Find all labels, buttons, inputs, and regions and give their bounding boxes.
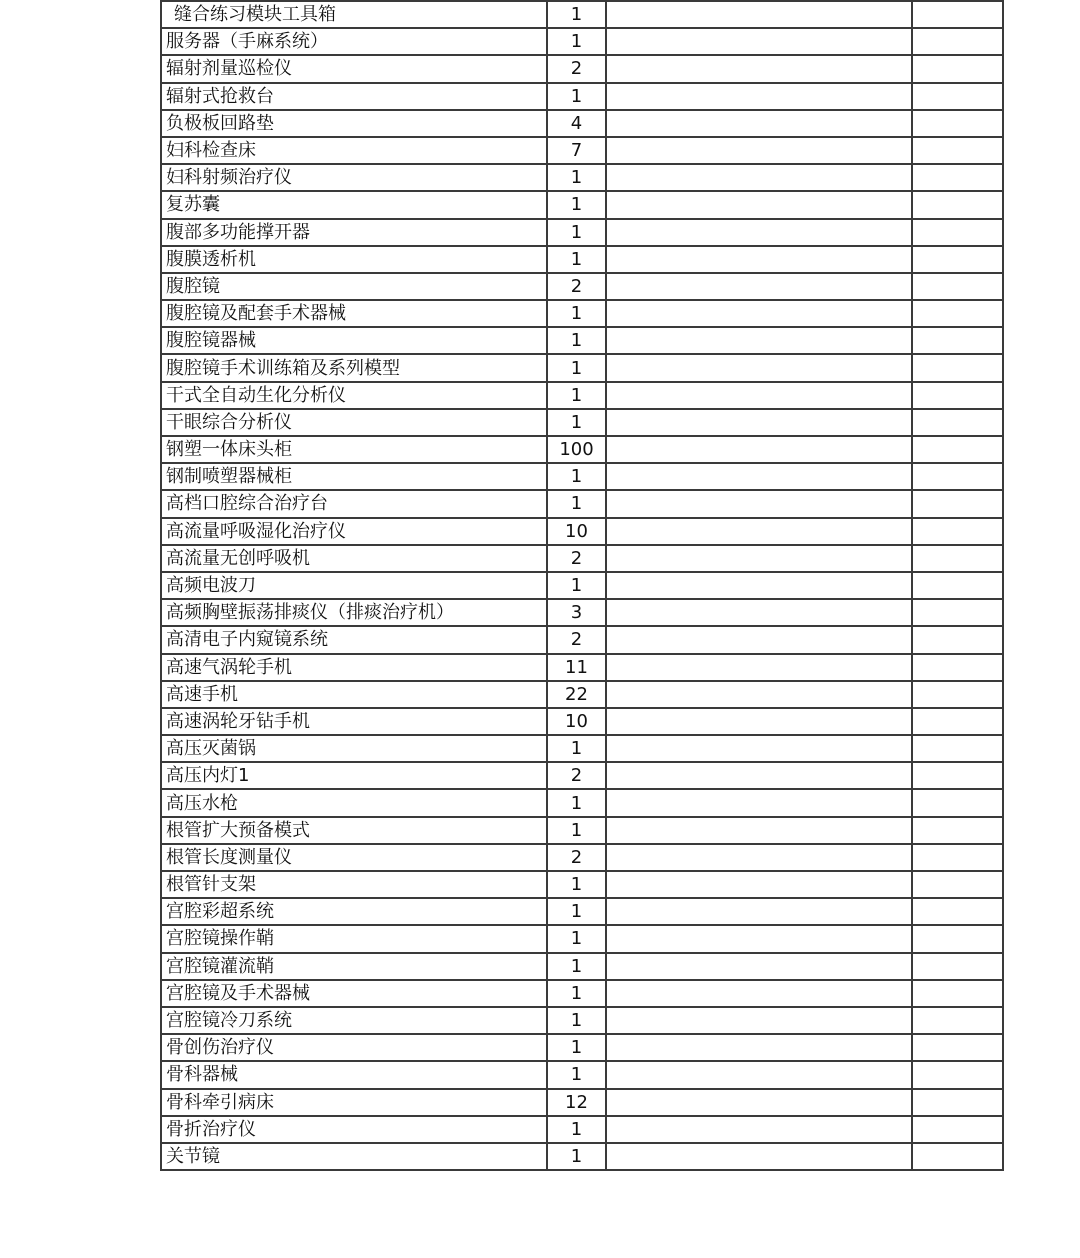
empty-cell — [606, 1116, 912, 1143]
table-row — [161, 1089, 1003, 1116]
item-name-cell: 高压水枪 — [161, 789, 547, 816]
empty-cell — [606, 735, 912, 762]
empty-cell — [606, 327, 912, 354]
empty-cell — [606, 83, 912, 110]
item-name-cell: 干眼综合分析仪 — [161, 409, 547, 436]
empty-cell — [606, 409, 912, 436]
empty-cell — [912, 1116, 1003, 1143]
item-quantity-cell: 1 — [547, 246, 606, 273]
item-name-cell: 高速涡轮牙钻手机 — [161, 708, 547, 735]
item-name-cell: 妇科射频治疗仪 — [161, 164, 547, 191]
item-quantity-cell: 1 — [547, 1034, 606, 1061]
item-quantity-cell: 1 — [547, 953, 606, 980]
table-row — [161, 953, 1003, 980]
empty-cell — [606, 300, 912, 327]
empty-cell — [606, 436, 912, 463]
item-name-cell: 根管长度测量仪 — [161, 844, 547, 871]
item-name-cell: 骨创伤治疗仪 — [161, 1034, 547, 1061]
item-name-cell: 钢塑一体床头柜 — [161, 436, 547, 463]
empty-cell — [912, 300, 1003, 327]
item-name-cell: 负极板回路垫 — [161, 110, 547, 137]
item-name-cell: 高频电波刀 — [161, 572, 547, 599]
table-row — [161, 409, 1003, 436]
item-name-cell: 高压灭菌锅 — [161, 735, 547, 762]
item-name-cell: 高频胸壁振荡排痰仪（排痰治疗机） — [161, 599, 547, 626]
empty-cell — [912, 1034, 1003, 1061]
item-quantity-cell: 1 — [547, 300, 606, 327]
empty-cell — [606, 844, 912, 871]
table-row — [161, 1034, 1003, 1061]
item-name-cell: 宫腔镜灌流鞘 — [161, 953, 547, 980]
empty-cell — [606, 817, 912, 844]
table-body — [161, 1, 1003, 1170]
empty-cell — [912, 137, 1003, 164]
item-quantity-cell: 1 — [547, 191, 606, 218]
empty-cell — [912, 327, 1003, 354]
item-name-cell: 骨科牵引病床 — [161, 1089, 547, 1116]
empty-cell — [606, 1034, 912, 1061]
empty-cell — [912, 789, 1003, 816]
item-quantity-cell: 1 — [547, 871, 606, 898]
item-name-cell: 高档口腔综合治疗台 — [161, 490, 547, 517]
item-name-cell: 缝合练习模块工具箱 — [161, 1, 547, 28]
table-row — [161, 572, 1003, 599]
table-row — [161, 545, 1003, 572]
empty-cell — [606, 953, 912, 980]
empty-cell — [606, 1007, 912, 1034]
empty-cell — [606, 463, 912, 490]
item-name-cell: 高压内灯1 — [161, 762, 547, 789]
table-row — [161, 273, 1003, 300]
empty-cell — [606, 708, 912, 735]
item-name-cell: 妇科检查床 — [161, 137, 547, 164]
item-quantity-cell: 1 — [547, 1143, 606, 1170]
empty-cell — [606, 55, 912, 82]
item-name-cell: 关节镜 — [161, 1143, 547, 1170]
empty-cell — [912, 817, 1003, 844]
empty-cell — [912, 572, 1003, 599]
item-name-cell: 辐射剂量巡检仪 — [161, 55, 547, 82]
item-name-cell: 复苏囊 — [161, 191, 547, 218]
item-name-cell: 宫腔镜及手术器械 — [161, 980, 547, 1007]
empty-cell — [912, 83, 1003, 110]
table-row — [161, 898, 1003, 925]
item-name-cell: 辐射式抢救台 — [161, 83, 547, 110]
empty-cell — [606, 1, 912, 28]
item-name-cell: 高速气涡轮手机 — [161, 654, 547, 681]
table-row — [161, 599, 1003, 626]
empty-cell — [606, 1143, 912, 1170]
table-row — [161, 1007, 1003, 1034]
empty-cell — [912, 382, 1003, 409]
empty-cell — [606, 980, 912, 1007]
empty-cell — [912, 545, 1003, 572]
item-quantity-cell: 1 — [547, 898, 606, 925]
table-row — [161, 246, 1003, 273]
item-name-cell: 高流量呼吸湿化治疗仪 — [161, 518, 547, 545]
item-quantity-cell: 1 — [547, 572, 606, 599]
item-name-cell: 骨折治疗仪 — [161, 1116, 547, 1143]
table-row — [161, 925, 1003, 952]
table-row — [161, 735, 1003, 762]
empty-cell — [606, 1089, 912, 1116]
empty-cell — [912, 518, 1003, 545]
table-row — [161, 980, 1003, 1007]
item-name-cell: 腹腔镜及配套手术器械 — [161, 300, 547, 327]
item-quantity-cell: 2 — [547, 545, 606, 572]
empty-cell — [606, 164, 912, 191]
item-quantity-cell: 3 — [547, 599, 606, 626]
empty-cell — [912, 164, 1003, 191]
item-quantity-cell: 1 — [547, 1061, 606, 1088]
empty-cell — [606, 572, 912, 599]
table-row — [161, 1061, 1003, 1088]
table-row — [161, 55, 1003, 82]
item-quantity-cell: 7 — [547, 137, 606, 164]
empty-cell — [912, 626, 1003, 653]
empty-cell — [606, 273, 912, 300]
item-quantity-cell: 1 — [547, 463, 606, 490]
empty-cell — [606, 110, 912, 137]
table-row — [161, 354, 1003, 381]
empty-cell — [912, 354, 1003, 381]
empty-cell — [606, 762, 912, 789]
table-row — [161, 1, 1003, 28]
item-quantity-cell: 10 — [547, 518, 606, 545]
empty-cell — [606, 354, 912, 381]
table-row — [161, 463, 1003, 490]
item-quantity-cell: 1 — [547, 1007, 606, 1034]
table-row — [161, 436, 1003, 463]
item-name-cell: 根管针支架 — [161, 871, 547, 898]
item-name-cell: 腹腔镜 — [161, 273, 547, 300]
table-row — [161, 382, 1003, 409]
item-quantity-cell: 2 — [547, 273, 606, 300]
item-quantity-cell: 1 — [547, 382, 606, 409]
item-quantity-cell: 1 — [547, 735, 606, 762]
item-name-cell: 高清电子内窥镜系统 — [161, 626, 547, 653]
item-quantity-cell: 1 — [547, 409, 606, 436]
table-row — [161, 164, 1003, 191]
empty-cell — [912, 490, 1003, 517]
table-row — [161, 137, 1003, 164]
table-row — [161, 871, 1003, 898]
table-row — [161, 219, 1003, 246]
empty-cell — [606, 681, 912, 708]
item-quantity-cell: 1 — [547, 789, 606, 816]
table-row — [161, 191, 1003, 218]
empty-cell — [912, 191, 1003, 218]
item-quantity-cell: 1 — [547, 1, 606, 28]
empty-cell — [912, 219, 1003, 246]
item-quantity-cell: 1 — [547, 354, 606, 381]
item-quantity-cell: 1 — [547, 817, 606, 844]
table-row — [161, 626, 1003, 653]
empty-cell — [606, 137, 912, 164]
table-row — [161, 490, 1003, 517]
empty-cell — [606, 490, 912, 517]
item-name-cell: 高流量无创呼吸机 — [161, 545, 547, 572]
table-row — [161, 817, 1003, 844]
empty-cell — [912, 735, 1003, 762]
empty-cell — [912, 898, 1003, 925]
empty-cell — [606, 599, 912, 626]
empty-cell — [912, 110, 1003, 137]
table-row — [161, 1143, 1003, 1170]
table-row — [161, 789, 1003, 816]
empty-cell — [912, 1007, 1003, 1034]
item-quantity-cell: 22 — [547, 681, 606, 708]
empty-cell — [912, 273, 1003, 300]
table-row — [161, 83, 1003, 110]
table-row — [161, 300, 1003, 327]
item-name-cell: 根管扩大预备模式 — [161, 817, 547, 844]
empty-cell — [606, 871, 912, 898]
item-name-cell: 钢制喷塑器械柜 — [161, 463, 547, 490]
empty-cell — [912, 1089, 1003, 1116]
empty-cell — [606, 925, 912, 952]
table-row — [161, 1116, 1003, 1143]
item-quantity-cell: 1 — [547, 83, 606, 110]
item-quantity-cell: 2 — [547, 626, 606, 653]
item-name-cell: 干式全自动生化分析仪 — [161, 382, 547, 409]
empty-cell — [912, 436, 1003, 463]
empty-cell — [912, 1061, 1003, 1088]
item-quantity-cell: 1 — [547, 327, 606, 354]
item-name-cell: 腹部多功能撑开器 — [161, 219, 547, 246]
table-row — [161, 28, 1003, 55]
item-quantity-cell: 100 — [547, 436, 606, 463]
empty-cell — [912, 654, 1003, 681]
empty-cell — [606, 518, 912, 545]
item-name-cell: 腹腔镜器械 — [161, 327, 547, 354]
table-row — [161, 327, 1003, 354]
empty-cell — [912, 246, 1003, 273]
equipment-table — [160, 0, 1004, 1171]
item-name-cell: 腹膜透析机 — [161, 246, 547, 273]
item-name-cell: 宫腔镜冷刀系统 — [161, 1007, 547, 1034]
empty-cell — [606, 1061, 912, 1088]
item-quantity-cell: 1 — [547, 164, 606, 191]
empty-cell — [606, 191, 912, 218]
item-quantity-cell: 2 — [547, 55, 606, 82]
empty-cell — [606, 382, 912, 409]
empty-cell — [606, 789, 912, 816]
empty-cell — [606, 246, 912, 273]
table-row — [161, 654, 1003, 681]
table-row — [161, 708, 1003, 735]
item-quantity-cell: 1 — [547, 490, 606, 517]
item-quantity-cell: 1 — [547, 925, 606, 952]
empty-cell — [606, 219, 912, 246]
empty-cell — [606, 898, 912, 925]
empty-cell — [912, 925, 1003, 952]
empty-cell — [912, 681, 1003, 708]
empty-cell — [606, 626, 912, 653]
item-name-cell: 腹腔镜手术训练箱及系列模型 — [161, 354, 547, 381]
item-quantity-cell: 11 — [547, 654, 606, 681]
item-name-cell: 宫腔彩超系统 — [161, 898, 547, 925]
item-name-cell: 宫腔镜操作鞘 — [161, 925, 547, 952]
item-quantity-cell: 1 — [547, 219, 606, 246]
empty-cell — [606, 545, 912, 572]
empty-cell — [912, 1143, 1003, 1170]
empty-cell — [912, 409, 1003, 436]
empty-cell — [606, 654, 912, 681]
empty-cell — [912, 762, 1003, 789]
item-quantity-cell: 4 — [547, 110, 606, 137]
item-quantity-cell: 1 — [547, 28, 606, 55]
empty-cell — [912, 871, 1003, 898]
empty-cell — [912, 953, 1003, 980]
item-quantity-cell: 10 — [547, 708, 606, 735]
item-quantity-cell: 2 — [547, 844, 606, 871]
table-row — [161, 518, 1003, 545]
item-quantity-cell: 1 — [547, 1116, 606, 1143]
item-quantity-cell: 2 — [547, 762, 606, 789]
item-name-cell: 高速手机 — [161, 681, 547, 708]
table-row — [161, 762, 1003, 789]
empty-cell — [912, 55, 1003, 82]
table-row — [161, 844, 1003, 871]
empty-cell — [912, 28, 1003, 55]
empty-cell — [912, 1, 1003, 28]
empty-cell — [912, 463, 1003, 490]
item-name-cell: 骨科器械 — [161, 1061, 547, 1088]
empty-cell — [912, 599, 1003, 626]
table-row — [161, 681, 1003, 708]
item-name-cell: 服务器（手麻系统） — [161, 28, 547, 55]
empty-cell — [912, 844, 1003, 871]
item-quantity-cell: 1 — [547, 980, 606, 1007]
empty-cell — [912, 980, 1003, 1007]
table-row — [161, 110, 1003, 137]
empty-cell — [912, 708, 1003, 735]
item-quantity-cell: 12 — [547, 1089, 606, 1116]
empty-cell — [606, 28, 912, 55]
